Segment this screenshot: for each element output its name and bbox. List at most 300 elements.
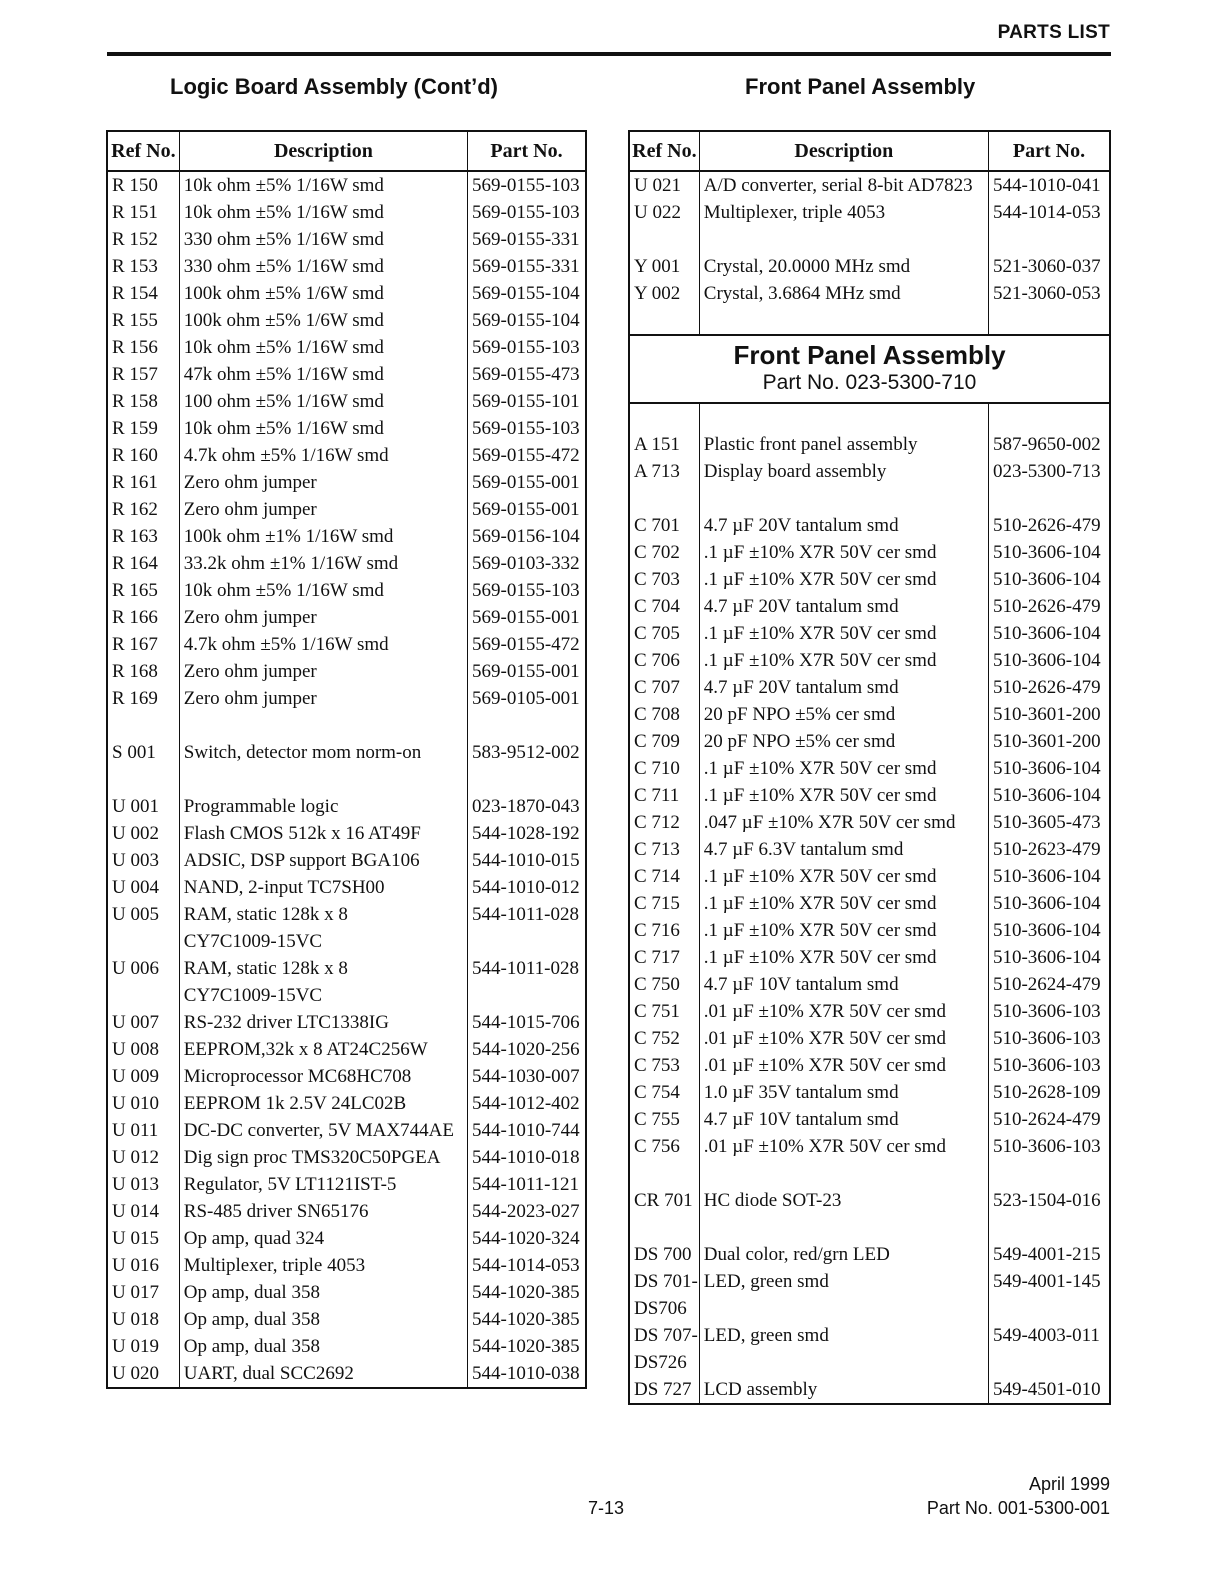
part-no-cell: 510-3601-200 — [992, 731, 1101, 752]
table-row — [629, 701, 1110, 728]
ref-no-cell: A 713 — [629, 458, 699, 485]
ref-no-cell: R 163 — [107, 523, 179, 550]
description-cell: Plastic front panel assembly — [699, 431, 988, 458]
description-cell: 10k ohm ±5% 1/16W smd — [179, 577, 467, 604]
table-row — [107, 307, 586, 334]
table-row — [107, 523, 586, 550]
part-no-cell: 023-5300-713 — [992, 461, 1101, 482]
table-row — [629, 1106, 1110, 1133]
part-no-cell: 510-3606-104 — [992, 650, 1101, 671]
table-row — [629, 998, 1110, 1025]
table-row — [107, 766, 586, 793]
part-no-cell: 510-3606-103 — [992, 1028, 1101, 1049]
part-no-cell — [988, 1160, 1110, 1187]
table-row — [107, 1360, 586, 1388]
description-cell: 1.0 µF 35V tantalum smd — [699, 1079, 988, 1106]
ref-no-cell: U 002 — [107, 820, 179, 847]
table-row — [629, 1349, 1110, 1376]
table-row — [107, 1198, 586, 1225]
description-cell: RAM, static 128k x 8 — [179, 955, 467, 982]
description-cell: Dual color, red/grn LED — [699, 1241, 988, 1268]
part-no-cell: 569-0155-104 — [472, 310, 580, 331]
table-row — [629, 917, 1110, 944]
description-cell: .1 µF ±10% X7R 50V cer smd — [699, 620, 988, 647]
description-cell: 100k ohm ±5% 1/6W smd — [179, 280, 467, 307]
description-cell: DC-DC converter, 5V MAX744AE — [179, 1117, 467, 1144]
description-column-header: Description — [179, 131, 467, 171]
ref-no-cell: C 706 — [629, 647, 699, 674]
description-cell: Display board assembly — [699, 458, 988, 485]
footer-date: April 1999 — [1028, 1474, 1110, 1494]
ref-no-cell: U 010 — [107, 1090, 179, 1117]
ref-no-cell: U 021 — [629, 171, 699, 199]
part-no-cell: 510-3606-103 — [992, 1136, 1101, 1157]
table-row — [629, 1268, 1110, 1295]
part-no-cell: 510-3606-104 — [992, 893, 1101, 914]
ref-no-cell: U 007 — [107, 1009, 179, 1036]
table-row — [629, 755, 1110, 782]
assembly-banner-title: Front Panel Assembly — [733, 340, 1006, 370]
table-row — [629, 1133, 1110, 1160]
part-no-cell — [988, 485, 1110, 512]
description-cell: Crystal, 20.0000 MHz smd — [699, 253, 988, 280]
description-cell: CY7C1009-15VC — [179, 928, 467, 955]
description-cell: HC diode SOT-23 — [699, 1187, 988, 1214]
table-row — [629, 403, 1110, 431]
part-no-cell: 510-3606-104 — [992, 623, 1101, 644]
table-row — [107, 442, 586, 469]
description-cell: .1 µF ±10% X7R 50V cer smd — [699, 647, 988, 674]
part-no-cell: 510-2626-479 — [992, 515, 1101, 536]
table-row — [629, 1376, 1110, 1404]
ref-no-cell: U 001 — [107, 793, 179, 820]
part-no-cell — [468, 712, 587, 739]
table-row — [107, 226, 586, 253]
description-cell: 4.7 µF 10V tantalum smd — [699, 971, 988, 998]
part-no-cell: 544-1010-041 — [992, 175, 1101, 196]
description-cell: RAM, static 128k x 8 — [179, 901, 467, 928]
description-cell: Crystal, 3.6864 MHz smd — [699, 280, 988, 307]
description-cell: EEPROM,32k x 8 AT24C256W — [179, 1036, 467, 1063]
table-row — [107, 334, 586, 361]
description-cell: Multiplexer, triple 4053 — [699, 199, 988, 226]
part-no-cell — [988, 1295, 1110, 1322]
part-no-cell: 510-3601-200 — [992, 704, 1101, 725]
ref-no-cell: U 014 — [107, 1198, 179, 1225]
table-row — [107, 199, 586, 226]
table-header-row — [629, 131, 1110, 171]
description-cell: 330 ohm ±5% 1/16W smd — [179, 226, 467, 253]
part-no-cell — [988, 307, 1110, 335]
ref-no-cell — [629, 307, 699, 335]
part-no-cell: 569-0155-473 — [472, 364, 580, 385]
ref-no-cell — [107, 712, 179, 739]
ref-no-cell: C 701 — [629, 512, 699, 539]
table-row — [629, 512, 1110, 539]
ref-no-cell: S 001 — [107, 739, 179, 766]
part-no-cell: 544-1010-018 — [472, 1147, 580, 1168]
part-no-cell: 544-1010-744 — [472, 1120, 580, 1141]
ref-no-cell: A 151 — [629, 431, 699, 458]
ref-no-cell: C 710 — [629, 755, 699, 782]
table-row — [629, 1214, 1110, 1241]
ref-no-cell: R 156 — [107, 334, 179, 361]
ref-no-cell: R 166 — [107, 604, 179, 631]
description-cell: .1 µF ±10% X7R 50V cer smd — [699, 944, 988, 971]
description-cell: Regulator, 5V LT1121IST-5 — [179, 1171, 467, 1198]
part-no-cell: 569-0155-103 — [472, 337, 580, 358]
part-no-cell: 510-2623-479 — [992, 839, 1101, 860]
description-cell: Multiplexer, triple 4053 — [179, 1252, 467, 1279]
part-no-cell: 544-1010-015 — [472, 850, 580, 871]
table-row — [629, 674, 1110, 701]
assembly-banner-part-number: Part No. 023-5300-710 — [762, 371, 977, 394]
part-no-cell: 510-3606-104 — [992, 569, 1101, 590]
table-row — [629, 971, 1110, 998]
description-cell — [699, 307, 988, 335]
description-cell: Zero ohm jumper — [179, 496, 467, 523]
ref-no-cell: C 712 — [629, 809, 699, 836]
description-cell: Programmable logic — [179, 793, 467, 820]
description-cell: 4.7k ohm ±5% 1/16W smd — [179, 631, 467, 658]
ref-no-cell: U 012 — [107, 1144, 179, 1171]
ref-no-cell — [629, 1214, 699, 1241]
part-no-cell: 569-0155-103 — [472, 202, 580, 223]
table-header-row — [107, 131, 586, 171]
part-no-cell: 544-1020-324 — [472, 1228, 580, 1249]
description-cell — [699, 485, 988, 512]
part-no-cell: 544-1010-012 — [472, 877, 580, 898]
table-row — [629, 431, 1110, 458]
ref-no-cell: U 022 — [629, 199, 699, 226]
table-row — [107, 1252, 586, 1279]
description-cell: 100 ohm ±5% 1/16W smd — [179, 388, 467, 415]
part-no-cell: 023-1870-043 — [472, 796, 580, 817]
table-row — [629, 728, 1110, 755]
ref-column-header: Ref No. — [107, 131, 179, 171]
part-no-cell: 523-1504-016 — [992, 1190, 1101, 1211]
part-no-cell — [468, 766, 587, 793]
ref-no-cell: DS706 — [629, 1295, 699, 1322]
table-row — [107, 928, 586, 955]
description-cell: A/D converter, serial 8-bit AD7823 — [699, 171, 988, 199]
table-row — [629, 485, 1110, 512]
table-row — [107, 1036, 586, 1063]
ref-no-cell: R 155 — [107, 307, 179, 334]
table-row — [107, 604, 586, 631]
logic-board-parts-table — [106, 130, 587, 1389]
table-row — [629, 593, 1110, 620]
description-cell: .1 µF ±10% X7R 50V cer smd — [699, 566, 988, 593]
ref-no-cell — [107, 766, 179, 793]
part-no-cell — [988, 1214, 1110, 1241]
ref-no-cell — [629, 226, 699, 253]
description-cell: Dig sign proc TMS320C50PGEA — [179, 1144, 467, 1171]
ref-no-cell: C 756 — [629, 1133, 699, 1160]
ref-no-cell: U 016 — [107, 1252, 179, 1279]
part-no-cell: 569-0155-001 — [472, 499, 580, 520]
ref-no-cell: U 004 — [107, 874, 179, 901]
description-cell: 4.7 µF 10V tantalum smd — [699, 1106, 988, 1133]
table-row — [107, 631, 586, 658]
ref-no-cell: C 708 — [629, 701, 699, 728]
table-row — [107, 280, 586, 307]
description-cell: 33.2k ohm ±1% 1/16W smd — [179, 550, 467, 577]
ref-no-cell: U 013 — [107, 1171, 179, 1198]
part-no-cell: 569-0155-103 — [472, 580, 580, 601]
part-no-cell: 569-0155-103 — [472, 418, 580, 439]
description-cell: Zero ohm jumper — [179, 604, 467, 631]
description-cell: 20 pF NPO ±5% cer smd — [699, 728, 988, 755]
description-cell: 10k ohm ±5% 1/16W smd — [179, 334, 467, 361]
table-row — [629, 458, 1110, 485]
table-row — [107, 1144, 586, 1171]
part-no-cell: 569-0155-101 — [472, 391, 580, 412]
table-row — [629, 809, 1110, 836]
table-row — [629, 620, 1110, 647]
description-cell: 100k ohm ±1% 1/16W smd — [179, 523, 467, 550]
part-no-cell: 569-0155-103 — [472, 175, 580, 196]
ref-no-cell: R 152 — [107, 226, 179, 253]
description-cell: .1 µF ±10% X7R 50V cer smd — [699, 755, 988, 782]
front-panel-top-rows — [629, 171, 1110, 335]
description-cell — [699, 403, 988, 431]
description-cell: NAND, 2-input TC7SH00 — [179, 874, 467, 901]
description-cell: 100k ohm ±5% 1/6W smd — [179, 307, 467, 334]
ref-no-cell: R 167 — [107, 631, 179, 658]
ref-no-cell: R 169 — [107, 685, 179, 712]
ref-no-cell: R 162 — [107, 496, 179, 523]
part-no-cell: 569-0155-001 — [472, 472, 580, 493]
part-no-cell: 544-1020-256 — [472, 1039, 580, 1060]
ref-no-cell: C 754 — [629, 1079, 699, 1106]
ref-no-cell: Y 002 — [629, 280, 699, 307]
table-row — [629, 944, 1110, 971]
ref-no-cell: C 702 — [629, 539, 699, 566]
ref-no-cell: DS 707- — [629, 1322, 699, 1349]
ref-no-cell: R 164 — [107, 550, 179, 577]
description-cell: Zero ohm jumper — [179, 469, 467, 496]
table-row — [107, 793, 586, 820]
ref-no-cell: DS 701- — [629, 1268, 699, 1295]
table-row — [107, 1063, 586, 1090]
ref-no-cell: CR 701 — [629, 1187, 699, 1214]
ref-no-cell: R 150 — [107, 171, 179, 199]
part-no-cell: 549-4001-145 — [992, 1271, 1101, 1292]
description-cell: LCD assembly — [699, 1376, 988, 1404]
header-label: PARTS LIST — [997, 22, 1110, 43]
table-row — [107, 955, 586, 982]
description-cell: RS-232 driver LTC1338IG — [179, 1009, 467, 1036]
table-row — [629, 307, 1110, 335]
right-section-title: Front Panel Assembly — [745, 74, 976, 99]
table-row — [107, 1009, 586, 1036]
table-row — [629, 1322, 1110, 1349]
part-no-cell: 587-9650-002 — [992, 434, 1101, 455]
description-cell: 4.7k ohm ±5% 1/16W smd — [179, 442, 467, 469]
table-row — [107, 361, 586, 388]
table-row — [629, 280, 1110, 307]
ref-no-cell: C 705 — [629, 620, 699, 647]
part-no-cell: 544-1020-385 — [472, 1282, 580, 1303]
table-row — [107, 901, 586, 928]
description-cell: Zero ohm jumper — [179, 685, 467, 712]
part-no-cell: 544-1011-028 — [472, 904, 579, 925]
description-cell: 4.7 µF 20V tantalum smd — [699, 593, 988, 620]
table-row — [107, 388, 586, 415]
part-no-cell: 510-3606-104 — [992, 920, 1101, 941]
description-cell: ADSIC, DSP support BGA106 — [179, 847, 467, 874]
part-no-cell: 544-1012-402 — [472, 1093, 580, 1114]
description-cell — [699, 1349, 988, 1376]
table-row — [107, 874, 586, 901]
part-no-cell: 569-0155-472 — [472, 445, 580, 466]
description-cell: 10k ohm ±5% 1/16W smd — [179, 171, 467, 199]
table-row — [629, 782, 1110, 809]
table-row — [107, 577, 586, 604]
description-cell: .1 µF ±10% X7R 50V cer smd — [699, 863, 988, 890]
part-no-cell: 549-4001-215 — [992, 1244, 1101, 1265]
description-cell: Op amp, dual 358 — [179, 1279, 467, 1306]
ref-no-cell: C 711 — [629, 782, 699, 809]
part-no-cell: 544-1030-007 — [472, 1066, 580, 1087]
front-panel-rows — [629, 403, 1110, 1404]
table-row — [629, 836, 1110, 863]
ref-no-cell: U 011 — [107, 1117, 179, 1144]
table-row — [107, 469, 586, 496]
ref-no-cell: C 716 — [629, 917, 699, 944]
part-no-cell: 544-1011-028 — [472, 958, 579, 979]
table-row — [629, 1079, 1110, 1106]
table-row — [629, 1160, 1110, 1187]
part-no-cell: 510-3606-103 — [992, 1055, 1101, 1076]
table-row — [629, 647, 1110, 674]
part-no-cell: 549-4003-011 — [992, 1325, 1100, 1346]
part-no-cell: 544-1015-706 — [472, 1012, 580, 1033]
description-column-header: Description — [699, 131, 988, 171]
table-row — [629, 1025, 1110, 1052]
table-row — [629, 863, 1110, 890]
ref-no-cell: R 153 — [107, 253, 179, 280]
ref-no-cell: U 020 — [107, 1360, 179, 1388]
description-cell: 10k ohm ±5% 1/16W smd — [179, 415, 467, 442]
table-row — [107, 1117, 586, 1144]
description-cell — [699, 1295, 988, 1322]
description-cell — [699, 1214, 988, 1241]
ref-no-cell: C 755 — [629, 1106, 699, 1133]
ref-no-cell: C 713 — [629, 836, 699, 863]
ref-no-cell: U 006 — [107, 955, 179, 982]
footer-part-number: Part No. 001-5300-001 — [926, 1498, 1110, 1518]
description-cell: 47k ohm ±5% 1/16W smd — [179, 361, 467, 388]
part-no-cell: 510-2626-479 — [992, 596, 1101, 617]
description-cell: .1 µF ±10% X7R 50V cer smd — [699, 539, 988, 566]
part-no-cell: 569-0155-001 — [472, 607, 580, 628]
ref-no-cell: C 715 — [629, 890, 699, 917]
table-row — [629, 1187, 1110, 1214]
ref-no-cell: C 751 — [629, 998, 699, 1025]
description-cell: Op amp, dual 358 — [179, 1306, 467, 1333]
part-no-cell: 569-0156-104 — [472, 526, 580, 547]
table-row — [107, 1306, 586, 1333]
description-cell: .1 µF ±10% X7R 50V cer smd — [699, 890, 988, 917]
part-no-cell: 569-0155-331 — [472, 256, 580, 277]
description-cell: .047 µF ±10% X7R 50V cer smd — [699, 809, 988, 836]
description-cell: RS-485 driver SN65176 — [179, 1198, 467, 1225]
ref-no-cell: R 160 — [107, 442, 179, 469]
page-number: 7-13 — [588, 1498, 625, 1518]
description-cell: 4.7 µF 20V tantalum smd — [699, 512, 988, 539]
description-cell — [699, 1160, 988, 1187]
description-cell: Op amp, quad 324 — [179, 1225, 467, 1252]
ref-no-cell — [107, 928, 179, 955]
left-section-title: Logic Board Assembly (Cont’d) — [170, 74, 498, 99]
part-no-cell: 569-0155-472 — [472, 634, 580, 655]
ref-no-cell: U 003 — [107, 847, 179, 874]
ref-no-cell: U 009 — [107, 1063, 179, 1090]
description-cell — [699, 226, 988, 253]
part-no-cell — [988, 403, 1110, 431]
logic-board-rows — [107, 171, 586, 1388]
description-cell: Zero ohm jumper — [179, 658, 467, 685]
ref-no-cell: U 019 — [107, 1333, 179, 1360]
table-row — [107, 712, 586, 739]
part-no-cell: 510-2624-479 — [992, 974, 1101, 995]
description-cell: 4.7 µF 20V tantalum smd — [699, 674, 988, 701]
ref-no-cell: R 154 — [107, 280, 179, 307]
table-row — [629, 171, 1110, 199]
ref-no-cell: R 157 — [107, 361, 179, 388]
part-no-cell: 510-3606-104 — [992, 758, 1101, 779]
description-cell: .01 µF ±10% X7R 50V cer smd — [699, 1052, 988, 1079]
table-row — [629, 1295, 1110, 1322]
table-row — [629, 1052, 1110, 1079]
part-no-cell: 510-3606-103 — [992, 1001, 1101, 1022]
table-row — [107, 1333, 586, 1360]
table-row — [107, 1225, 586, 1252]
description-cell — [179, 712, 467, 739]
part-no-cell: 544-1010-038 — [472, 1363, 580, 1384]
description-cell: UART, dual SCC2692 — [179, 1360, 467, 1388]
part-no-cell — [468, 928, 587, 955]
part-no-cell: 544-1020-385 — [472, 1336, 580, 1357]
header-rule — [107, 52, 1111, 56]
part-no-cell: 583-9512-002 — [472, 742, 580, 763]
ref-no-cell: R 165 — [107, 577, 179, 604]
ref-column-header: Ref No. — [629, 131, 699, 171]
part-column-header: Part No. — [468, 131, 587, 171]
part-no-cell — [988, 1349, 1110, 1376]
ref-no-cell: C 714 — [629, 863, 699, 890]
part-no-cell: 544-2023-027 — [472, 1201, 580, 1222]
part-no-cell: 510-2624-479 — [992, 1109, 1101, 1130]
ref-no-cell: U 017 — [107, 1279, 179, 1306]
ref-no-cell: R 159 — [107, 415, 179, 442]
ref-no-cell: C 704 — [629, 593, 699, 620]
table-row — [629, 890, 1110, 917]
part-no-cell: 549-4501-010 — [992, 1379, 1101, 1400]
description-cell: 330 ohm ±5% 1/16W smd — [179, 253, 467, 280]
ref-no-cell: R 151 — [107, 199, 179, 226]
part-no-cell: 544-1014-053 — [992, 202, 1101, 223]
ref-no-cell: C 753 — [629, 1052, 699, 1079]
description-cell: LED, green smd — [699, 1322, 988, 1349]
description-cell: 10k ohm ±5% 1/16W smd — [179, 199, 467, 226]
table-row — [629, 566, 1110, 593]
description-cell: .01 µF ±10% X7R 50V cer smd — [699, 1133, 988, 1160]
table-row — [107, 1279, 586, 1306]
description-cell: .01 µF ±10% X7R 50V cer smd — [699, 1025, 988, 1052]
